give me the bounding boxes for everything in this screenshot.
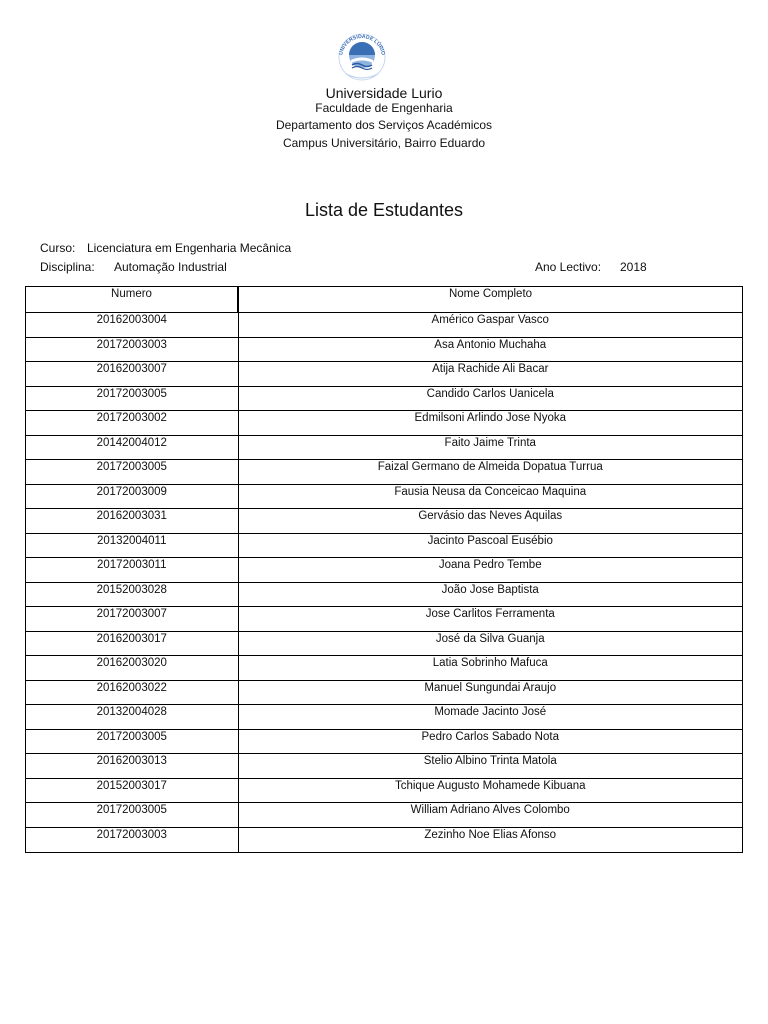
student-name: Stelio Albino Trinta Matola [238,754,743,779]
table-row [26,411,743,436]
ano-lectivo-value: 2018 [620,260,647,274]
student-number: 20172003005 [26,460,239,485]
student-number: 20172003005 [26,729,239,754]
student-number: 20172003005 [26,386,239,411]
table-row [26,313,743,338]
student-name: Fausia Neusa da Conceicao Maquina [238,484,743,509]
table-row [26,729,743,754]
curso-label: Curso: [40,241,76,255]
student-number: 20172003009 [26,484,239,509]
student-name: Faito Jaime Trinta [238,435,743,460]
table-row [26,631,743,656]
university-logo [332,30,392,82]
student-number: 20162003013 [26,754,239,779]
student-number: 20152003028 [26,582,239,607]
student-name: Jacinto Pascoal Eusébio [238,533,743,558]
logo-text: UNIVERSIDADE LÚRIO [338,33,386,56]
student-number: 20142004012 [26,435,239,460]
table-row [26,386,743,411]
student-name: Latia Sobrinho Mafuca [238,656,743,681]
student-number: 20172003011 [26,558,239,583]
table-row [26,533,743,558]
table-header-row [26,287,743,313]
student-number: 20162003020 [26,656,239,681]
students-table [25,286,743,853]
table-row [26,754,743,779]
student-number: 20152003017 [26,778,239,803]
student-name: Pedro Carlos Sabado Nota [238,729,743,754]
student-name: William Adriano Alves Colombo [238,803,743,828]
table-row [26,509,743,534]
table-row [26,607,743,632]
student-number: 20172003003 [26,827,239,852]
document-title: Lista de Estudantes [304,200,464,220]
column-header-numero: Numero [26,287,239,313]
student-number: 20162003017 [26,631,239,656]
disciplina-value: Automação Industrial [114,260,227,274]
student-name: Candido Carlos Uanicela [238,386,743,411]
university-name: Universidade Lurio [325,85,443,101]
student-name: João Jose Baptista [238,582,743,607]
student-number: 20162003007 [26,362,239,387]
table-row [26,656,743,681]
student-number: 20162003031 [26,509,239,534]
table-row [26,337,743,362]
table-row [26,582,743,607]
table-row [26,827,743,852]
ano-lectivo-label: Ano Lectivo: [535,260,602,274]
table-row [26,680,743,705]
student-number: 20172003007 [26,607,239,632]
student-name: Américo Gaspar Vasco [238,313,743,338]
students-table-body [26,313,743,853]
student-name: Atija Rachide Ali Bacar [238,362,743,387]
student-number: 20162003004 [26,313,239,338]
student-number: 20132004028 [26,705,239,730]
student-name: Momade Jacinto José [238,705,743,730]
table-row [26,558,743,583]
student-number: 20172003003 [26,337,239,362]
student-name: Edmilsoni Arlindo Jose Nyoka [238,411,743,436]
department-name: Departamento dos Serviços Académicos [275,118,493,132]
student-number: 20162003022 [26,680,239,705]
table-row [26,435,743,460]
student-name: Jose Carlitos Ferramenta [238,607,743,632]
table-row [26,778,743,803]
student-name: Tchique Augusto Mohamede Kibuana [238,778,743,803]
student-name: Zezinho Noe Elias Afonso [238,827,743,852]
disciplina-label: Disciplina: [40,260,95,274]
student-name: Joana Pedro Tembe [238,558,743,583]
table-row [26,705,743,730]
table-row [26,484,743,509]
student-name: Gervásio das Neves Aquilas [238,509,743,534]
student-name: Manuel Sungundai Araujo [238,680,743,705]
table-row [26,803,743,828]
campus-address: Campus Universitário, Bairro Eduardo [282,136,486,150]
student-name: José da Silva Guanja [238,631,743,656]
curso-value: Licenciatura em Engenharia Mecânica [87,241,292,255]
faculty-name: Faculdade de Engenharia [315,101,453,115]
student-number: 20132004011 [26,533,239,558]
student-name: Faizal Germano de Almeida Dopatua Turrua [238,460,743,485]
table-row [26,362,743,387]
column-header-nome: Nome Completo [238,287,743,313]
student-number: 20172003002 [26,411,239,436]
table-row [26,460,743,485]
student-number: 20172003005 [26,803,239,828]
student-name: Asa Antonio Muchaha [238,337,743,362]
